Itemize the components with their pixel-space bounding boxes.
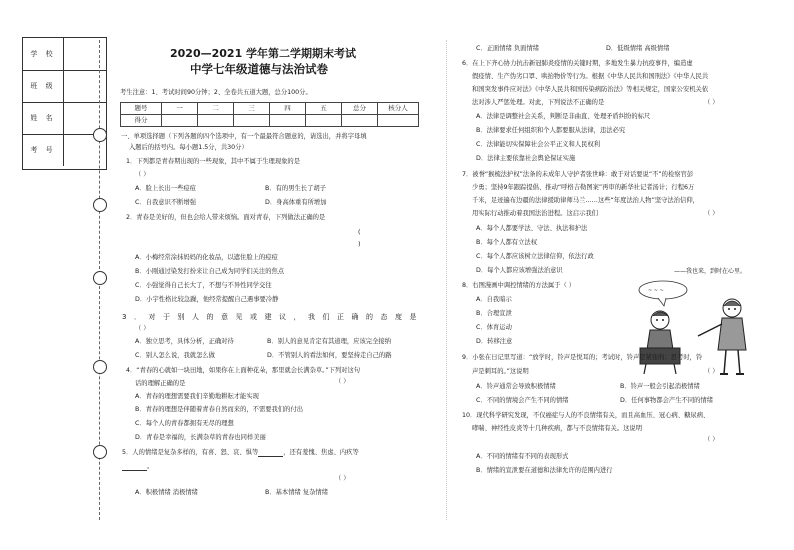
binding-hole <box>93 271 107 285</box>
question-9-paren: （ ） <box>704 368 719 375</box>
question-2-paren-open: ( <box>358 229 361 236</box>
question-7-option-d[interactable]: D．每个人都应该增强法治意识 <box>476 267 563 274</box>
svg-text:~ ~ ~: ~ ~ ~ <box>648 288 664 294</box>
question-5-stem <box>122 449 359 457</box>
score-header-cell: 四 <box>270 103 306 115</box>
question-5-option-d[interactable]: D．低级情绪 高级情绪 <box>606 45 670 52</box>
question-5-option-c[interactable]: C．正面情绪 负面情绪 <box>476 45 540 52</box>
question-2-option-c[interactable]: C．小强觉得自己长大了，不想与不异性同学交往 <box>135 282 272 289</box>
question-6-option-a[interactable]: A．法律是调整社会关系，判断是非曲直、处理矛盾纠纷的标尺 <box>476 113 651 120</box>
question-5-blank-2[interactable] <box>122 463 147 471</box>
exam-title: 2020—2021 学年第二学期期末考试 <box>170 47 357 60</box>
question-3-stem: 3．对于别人的意见或建议，我们正确的态度是 <box>122 313 424 321</box>
question-5-stem-end: 。 <box>147 463 154 470</box>
question-2-stem: 2．青春是美好的，但也会给人带来烦恼。面对青春，下列做法正确的是 <box>126 214 326 221</box>
question-6-paren: （ ） <box>704 99 719 106</box>
question-7-paren: （ ） <box>704 210 719 217</box>
question-6-option-b[interactable]: B．法律要求任何组织和个人都要服从法律，违法必究 <box>476 127 626 134</box>
question-8-option-c[interactable]: C．体育运动 <box>476 324 512 331</box>
question-3-option-a[interactable]: A．独立思考，具体分析，正确对待 <box>135 338 234 345</box>
question-3-option-c[interactable]: C．别人怎么说，我就怎么做 <box>135 352 215 359</box>
question-9-option-a[interactable]: A．铃声通常会导致积极情绪 <box>476 383 556 390</box>
cartoon-caption: ——我也来，到时在心里。 <box>674 268 747 275</box>
page-fold <box>446 40 447 520</box>
question-9-option-b[interactable]: B．铃声一般会引起消极情绪 <box>620 383 700 390</box>
question-6-line2: 假疫情、生产伪劣口罩、哄抬物价等行为。根据《中华人民共和国刑法》《中华人民共 <box>472 73 709 80</box>
question-5-stem-line2 <box>122 463 153 471</box>
question-1-stem: 1．下列都是青春期出现的一些现象，其中不属于生理现象的是 <box>126 158 301 165</box>
binding-hole <box>93 128 107 142</box>
question-3-option-b[interactable]: B．别人的意见肯定有其道理，应该完全接纳 <box>267 338 391 345</box>
exam-subtitle: 中学七年级道德与法治试卷 <box>190 62 328 76</box>
question-4-option-a[interactable]: A．青春的理想需要我们辛勤地耕耘才能实现 <box>135 393 259 400</box>
question-2-option-a[interactable]: A．小梅经常涂抹妈妈的化妆品，以遮住脸上的痘痘 <box>135 254 278 261</box>
question-7-line4: 用实际行动推动着我国法治进程。这启示我们 <box>472 210 598 217</box>
question-8-option-a[interactable]: A．自我暗示 <box>476 296 512 303</box>
question-8-option-b[interactable]: B．合理宣泄 <box>476 310 512 317</box>
score-table-score-row <box>121 115 419 127</box>
info-label-name: 姓 名 <box>30 114 56 122</box>
question-5-paren: （ ） <box>335 475 350 482</box>
question-4-stem: 4．“青春的心就如一块田地，如果你在上面种花朵，那里就会长满杂草。”下列对这句 <box>126 367 361 374</box>
question-4-option-d[interactable]: D．青春是幸福的，长满杂草的青春也同样美丽 <box>135 434 266 441</box>
question-4-option-b[interactable]: B．青春的理想是伴随着青春自然而来的，不需要我们的付出 <box>135 406 304 413</box>
section-heading-line2: 入题后的括号内。每小题1.5分，共30分） <box>129 144 248 151</box>
question-7-line1: 7．被誉“猴梳法护权”法条的未成年人守护者张世峰：敢于对话要说“不”的检察官彭 <box>462 171 694 178</box>
question-10-option-b[interactable]: B．情绪的宣泄要在道德和法律允许的范围内进行 <box>476 467 613 474</box>
question-5-stem-part2: ，还有羞愧、焦虑、内疚等 <box>283 449 359 456</box>
question-10-line2: 哮喘、神经性皮炎等十几种疾病，都与不良情绪有关。这说明 <box>472 425 643 432</box>
info-label-exam-number: 考 号 <box>30 146 56 154</box>
score-header-cell: 总分 <box>342 103 378 115</box>
question-4-stem-line2: 话的理解正确的是 <box>135 380 186 387</box>
info-row-school <box>23 38 106 71</box>
question-9-option-c[interactable]: C．不同的情境会产生不同的情绪 <box>476 397 569 404</box>
question-4-paren: （ ） <box>335 378 350 385</box>
question-9-stem: 9．小张在日记里写道：“放学时，铃声是悦耳的；考试时，铃声是紧张的；思考时，铃 <box>462 354 703 361</box>
question-2-paren-close: ) <box>358 241 361 248</box>
score-cell[interactable] <box>162 115 198 127</box>
score-header-cell: 一 <box>162 103 198 115</box>
question-1-paren: （ ） <box>135 171 150 178</box>
question-2-option-b[interactable]: B．小刚通过染发打扮来让自己成为同学们关注的焦点 <box>135 268 285 275</box>
question-1-option-a[interactable]: A．脸上长出一些痘痘 <box>135 185 196 192</box>
info-label-school: 学 校 <box>30 50 56 58</box>
question-3-option-d[interactable]: D．不管别人的看法如何，要坚持走自己的路 <box>267 352 392 359</box>
binding-hole <box>93 445 107 459</box>
question-7-line2: 少勇；坚持9年跟踪提倡、推动“呼格吉勒图案”再审的新华社记者汤计；行程6万 <box>472 184 695 191</box>
question-7-option-c[interactable]: C．每个人都应该树立法律信仰，依法行政 <box>476 253 594 260</box>
question-1-option-c[interactable]: C．自我意识不断增强 <box>135 199 197 206</box>
question-6-line4: 法对涉人严惩处理。对此，下列说法不正确的是 <box>472 99 605 106</box>
question-7-option-a[interactable]: A．每个人都要学法、守法、执法和护法 <box>476 225 588 232</box>
score-header-cell: 二 <box>198 103 234 115</box>
question-8-stem: 8．右图漫画中调控情绪的方法属于（ ） <box>462 282 576 289</box>
score-cell[interactable] <box>270 115 306 127</box>
cartoon-drawing <box>628 278 768 378</box>
score-table-header-row <box>121 103 419 115</box>
student-info-box <box>22 37 107 170</box>
exam-notice: 考生注意：1、考试时间90分钟；2、全卷共五道大题，总分100分。 <box>120 89 312 96</box>
question-7-line3: 千米，足迹遍布边疆的法律援助律师马兰……这些“年度法治人物”坚守法治信仰， <box>472 197 699 204</box>
score-header-cell: 核分人 <box>378 103 419 115</box>
score-cell[interactable] <box>198 115 234 127</box>
score-header-cell: 题号 <box>121 103 162 115</box>
question-3-paren: （ ） <box>135 325 150 332</box>
question-5-blank-1[interactable] <box>258 449 283 457</box>
question-10-paren: （ ） <box>704 436 719 443</box>
question-9-option-d[interactable]: D．任何事物都会产生不同的情绪 <box>620 397 714 404</box>
question-6-line3: 和国突发事件应对法》《中华人民共和国传染病防治法》等相关规定，国家公安机关依 <box>472 86 709 93</box>
score-header-cell: 五 <box>306 103 342 115</box>
section-heading: 一、单项选择题（下列各题的四个选项中，有一个最最符合题意的，请选出，并将字母填 <box>121 133 367 140</box>
question-5-stem-part1: 5．人的情绪是复杂多样的，有喜、怒、哀、惧等 <box>122 449 259 456</box>
question-2-option-d[interactable]: D．小宇性格比较急躁，他经常提醒自己遇事要冷静 <box>135 296 279 303</box>
question-10-option-a[interactable]: A．不同的情绪有不同的表现形式 <box>476 453 569 460</box>
score-cell[interactable] <box>378 115 419 127</box>
question-5-option-a[interactable]: A．积极情绪 消极情绪 <box>135 489 198 496</box>
score-row-label: 得分 <box>121 115 162 127</box>
info-label-class: 班 级 <box>30 82 56 90</box>
question-4-option-c[interactable]: C．每个人的青春都拥有无尽的理想 <box>135 420 234 427</box>
score-cell[interactable] <box>234 115 270 127</box>
cartoon-illustration <box>628 268 768 378</box>
score-cell[interactable] <box>306 115 342 127</box>
score-header-cell: 三 <box>234 103 270 115</box>
question-1-option-b[interactable]: B．有的男生长了胡子 <box>265 185 326 192</box>
question-6-line1: 6．在上下齐心协力抗击新冠肺炎疫情的关键时期，多地发生暴力抗疫事件，编造虚 <box>462 60 693 67</box>
score-table <box>120 102 419 127</box>
question-9-stem-line2: 声是刺耳的。”这说明 <box>472 368 529 375</box>
question-6-option-d[interactable]: D．法律主要依靠社会舆论保证实施 <box>476 155 576 162</box>
binding-hole <box>93 360 107 374</box>
question-10-line1: 10．现代科学研究发现，不仅癌症与人的不良情绪有关，而且高血压、冠心病、糖尿病、 <box>462 412 710 419</box>
question-1-option-d[interactable]: D．身高体重有所增加 <box>265 199 327 206</box>
question-5-option-b[interactable]: B．基本情绪 复杂情绪 <box>265 489 328 496</box>
question-7-option-b[interactable]: B．每个人都有立法权 <box>476 239 537 246</box>
question-8-option-d[interactable]: D．转移注意 <box>476 338 513 345</box>
info-row-class <box>23 70 106 103</box>
question-6-option-c[interactable]: C．法律能切实保障社会公平正义和人民权利 <box>476 141 601 148</box>
binding-hole <box>93 198 107 212</box>
score-cell[interactable] <box>342 115 378 127</box>
